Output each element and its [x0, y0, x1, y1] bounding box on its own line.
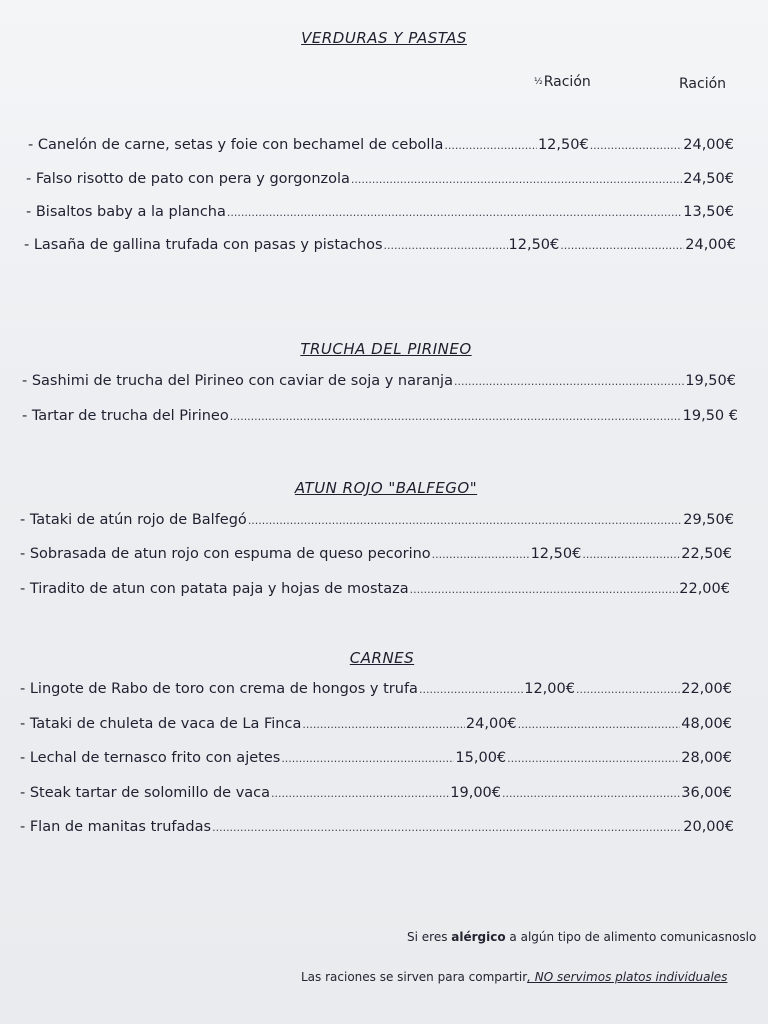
- sharing-note: Las raciones se sirven para compartir, NO servimos platos individuales: [301, 970, 728, 984]
- leader-dots: [230, 410, 682, 423]
- menu-item: [20, 681, 732, 697]
- section-title-verduras: VERDURAS Y PASTAS: [301, 29, 467, 47]
- item-full-price: 24,00€: [685, 237, 736, 253]
- section-title-trucha: TRUCHA DEL PIRINEO: [300, 340, 472, 358]
- leader-dots: [248, 514, 682, 527]
- item-name: - Tartar de trucha del Pirineo: [22, 408, 229, 424]
- item-half-price: 12,50€: [508, 237, 560, 253]
- leader-dots: [444, 139, 537, 152]
- leader-dots: [281, 752, 454, 765]
- menu-item: [20, 581, 730, 597]
- leader-dots: [518, 718, 681, 731]
- menu-item: [20, 819, 734, 835]
- item-name: - Falso risotto de pato con pera y gorgonzola: [26, 171, 350, 187]
- item-full-price: 24,50€: [683, 171, 734, 187]
- leader-dots: [507, 752, 680, 765]
- item-name: - Lechal de ternasco frito con ajetes: [20, 750, 281, 766]
- leader-dots: [432, 548, 530, 561]
- item-name: - Flan de manitas trufadas: [20, 819, 212, 835]
- item-half-price: 12,00€: [524, 681, 575, 697]
- full-portion-header: Ración: [679, 76, 727, 92]
- item-full-price: 22,00€: [681, 681, 732, 697]
- half-portion-header: ½Ración: [534, 74, 591, 90]
- menu-item: [26, 171, 734, 187]
- item-half-price: 15,00€: [455, 750, 507, 766]
- section-title-atun: ATUN ROJO "BALFEGO": [294, 479, 478, 497]
- leader-dots: [419, 683, 523, 696]
- leader-dots: [576, 683, 680, 696]
- leader-dots: [560, 239, 684, 252]
- item-name: - Steak tartar de solomillo de vaca: [20, 785, 271, 801]
- item-name: - Tataki de atún rojo de Balfegó: [20, 512, 247, 528]
- menu-item: [22, 373, 736, 389]
- item-name: - Sashimi de trucha del Pirineo con caviar de soja y naranja: [22, 373, 453, 389]
- leader-dots: [302, 718, 465, 731]
- item-name: - Tiradito de atun con patata paja y hojas de mostaza: [20, 581, 409, 597]
- item-full-price: 29,50€: [683, 512, 734, 528]
- item-full-price: 36,00€: [681, 785, 732, 801]
- item-half-price: 19,00€: [450, 785, 502, 801]
- item-full-price: 22,00€: [679, 581, 730, 597]
- item-half-price: 12,50€: [537, 137, 589, 153]
- menu-item: [20, 512, 734, 528]
- leader-dots: [227, 206, 682, 219]
- item-full-price: 24,00€: [683, 137, 734, 153]
- item-half-price: 12,50€: [530, 546, 582, 562]
- item-full-price: 48,00€: [681, 716, 732, 732]
- item-name: - Sobrasada de atun rojo con espuma de queso pecorino: [20, 546, 431, 562]
- item-full-price: 19,50 €: [682, 408, 738, 424]
- item-full-price: 22,50€: [681, 546, 732, 562]
- menu-item: [20, 750, 732, 766]
- leader-dots: [582, 548, 680, 561]
- menu-item: [20, 716, 732, 732]
- item-name: - Bisaltos baby a la plancha: [26, 204, 226, 220]
- menu-item: [24, 237, 736, 253]
- menu-item: [28, 137, 734, 153]
- item-full-price: 13,50€: [683, 204, 734, 220]
- leader-dots: [351, 173, 682, 186]
- leader-dots: [212, 821, 682, 834]
- item-full-price: 19,50€: [685, 373, 736, 389]
- menu-item: [20, 785, 732, 801]
- item-name: - Lasaña de gallina trufada con pasas y pistachos: [24, 237, 383, 253]
- leader-dots: [590, 139, 683, 152]
- menu-item: [26, 204, 734, 220]
- leader-dots: [271, 787, 449, 800]
- item-half-price: 24,00€: [465, 716, 517, 732]
- leader-dots: [502, 787, 680, 800]
- leader-dots: [410, 583, 679, 596]
- item-name: - Tataki de chuleta de vaca de La Finca: [20, 716, 302, 732]
- menu-item: [20, 546, 732, 562]
- leader-dots: [454, 375, 684, 388]
- item-full-price: 20,00€: [683, 819, 734, 835]
- leader-dots: [384, 239, 508, 252]
- allergy-note: Si eres alérgico a algún tipo de alimento comunicasnoslo: [407, 930, 757, 944]
- item-name: - Lingote de Rabo de toro con crema de hongos y trufa: [20, 681, 418, 697]
- section-title-carnes: CARNES: [349, 649, 415, 667]
- item-name: - Canelón de carne, setas y foie con bechamel de cebolla: [28, 137, 444, 153]
- menu-item: [22, 408, 738, 424]
- item-full-price: 28,00€: [681, 750, 732, 766]
